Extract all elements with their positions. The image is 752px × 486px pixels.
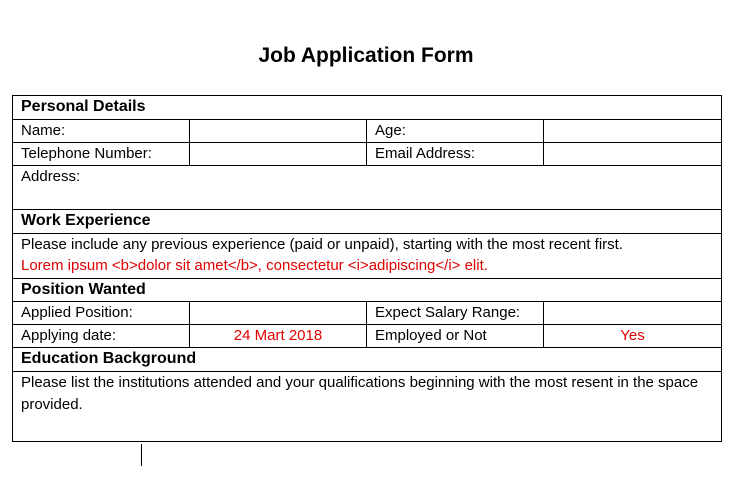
work-experience-sample-text: Lorem ipsum <b>dolor sit amet</b>, consectetur <i>adipiscing</i> elit. xyxy=(21,257,488,274)
position-wanted-heading: Position Wanted xyxy=(13,279,722,302)
applied-position-field[interactable] xyxy=(190,302,367,325)
personal-details-heading: Personal Details xyxy=(13,96,722,120)
work-experience-heading: Work Experience xyxy=(13,210,722,234)
telephone-label: Telephone Number: xyxy=(13,143,190,166)
employed-label: Employed or Not xyxy=(367,325,544,348)
telephone-field[interactable] xyxy=(190,143,367,166)
salary-range-field[interactable] xyxy=(544,302,722,325)
applying-date-field[interactable]: 24 Mart 2018 xyxy=(190,325,367,348)
application-form-table xyxy=(12,95,722,442)
email-label: Email Address: xyxy=(367,143,544,166)
education-field[interactable] xyxy=(13,372,722,442)
age-label: Age: xyxy=(367,120,544,143)
applied-position-label: Applied Position: xyxy=(13,302,190,325)
work-experience-field[interactable] xyxy=(13,234,722,279)
work-experience-instruction: Please include any previous experience (paid or unpaid), starting with the most recent first. xyxy=(21,236,623,253)
text-cursor xyxy=(141,444,142,466)
name-field[interactable] xyxy=(190,120,367,143)
salary-range-label: Expect Salary Range: xyxy=(367,302,544,325)
education-background-heading: Education Background xyxy=(13,348,722,372)
employed-field[interactable]: Yes xyxy=(544,325,722,348)
applying-date-label: Applying date: xyxy=(13,325,190,348)
page-title: Job Application Form xyxy=(258,44,474,67)
email-field[interactable] xyxy=(544,143,722,166)
education-instruction: Please list the institutions attended and your qualifications beginning with the most resent in the space provided. xyxy=(21,374,699,413)
age-field[interactable] xyxy=(544,120,722,143)
address-label: Address: xyxy=(21,168,81,185)
address-field[interactable] xyxy=(13,166,722,210)
name-label: Name: xyxy=(13,120,190,143)
